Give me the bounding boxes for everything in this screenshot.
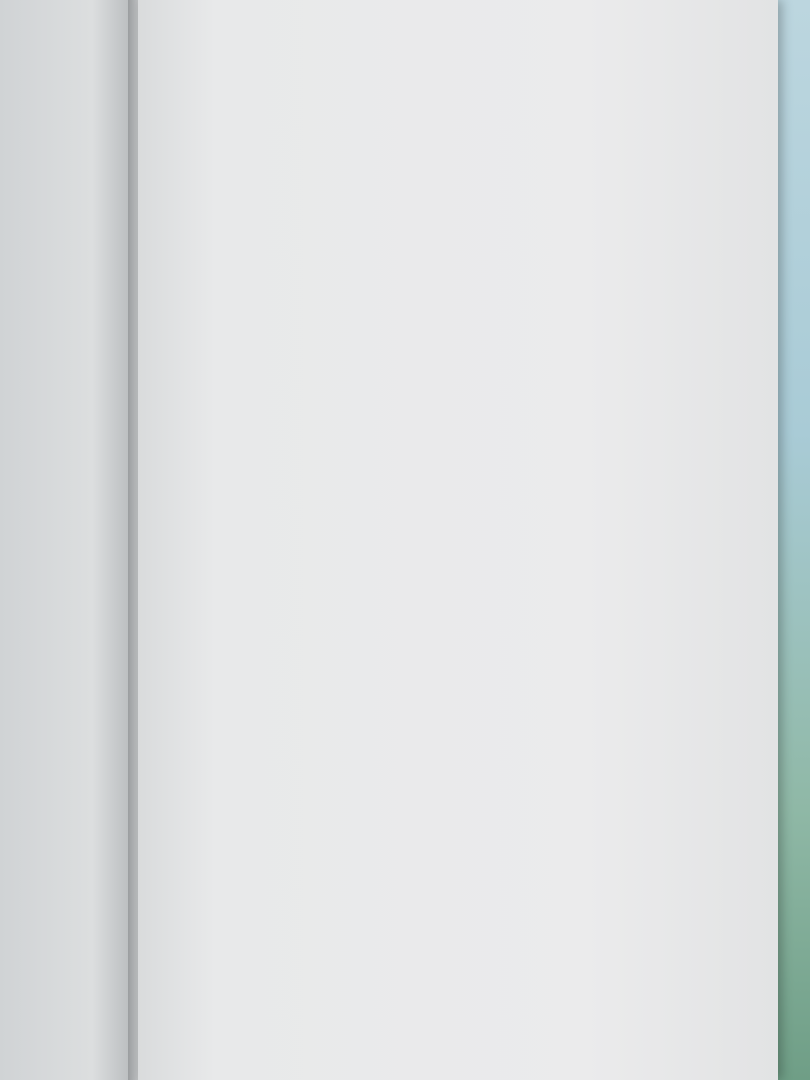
right-page bbox=[138, 0, 778, 1080]
left-page bbox=[0, 0, 132, 1080]
